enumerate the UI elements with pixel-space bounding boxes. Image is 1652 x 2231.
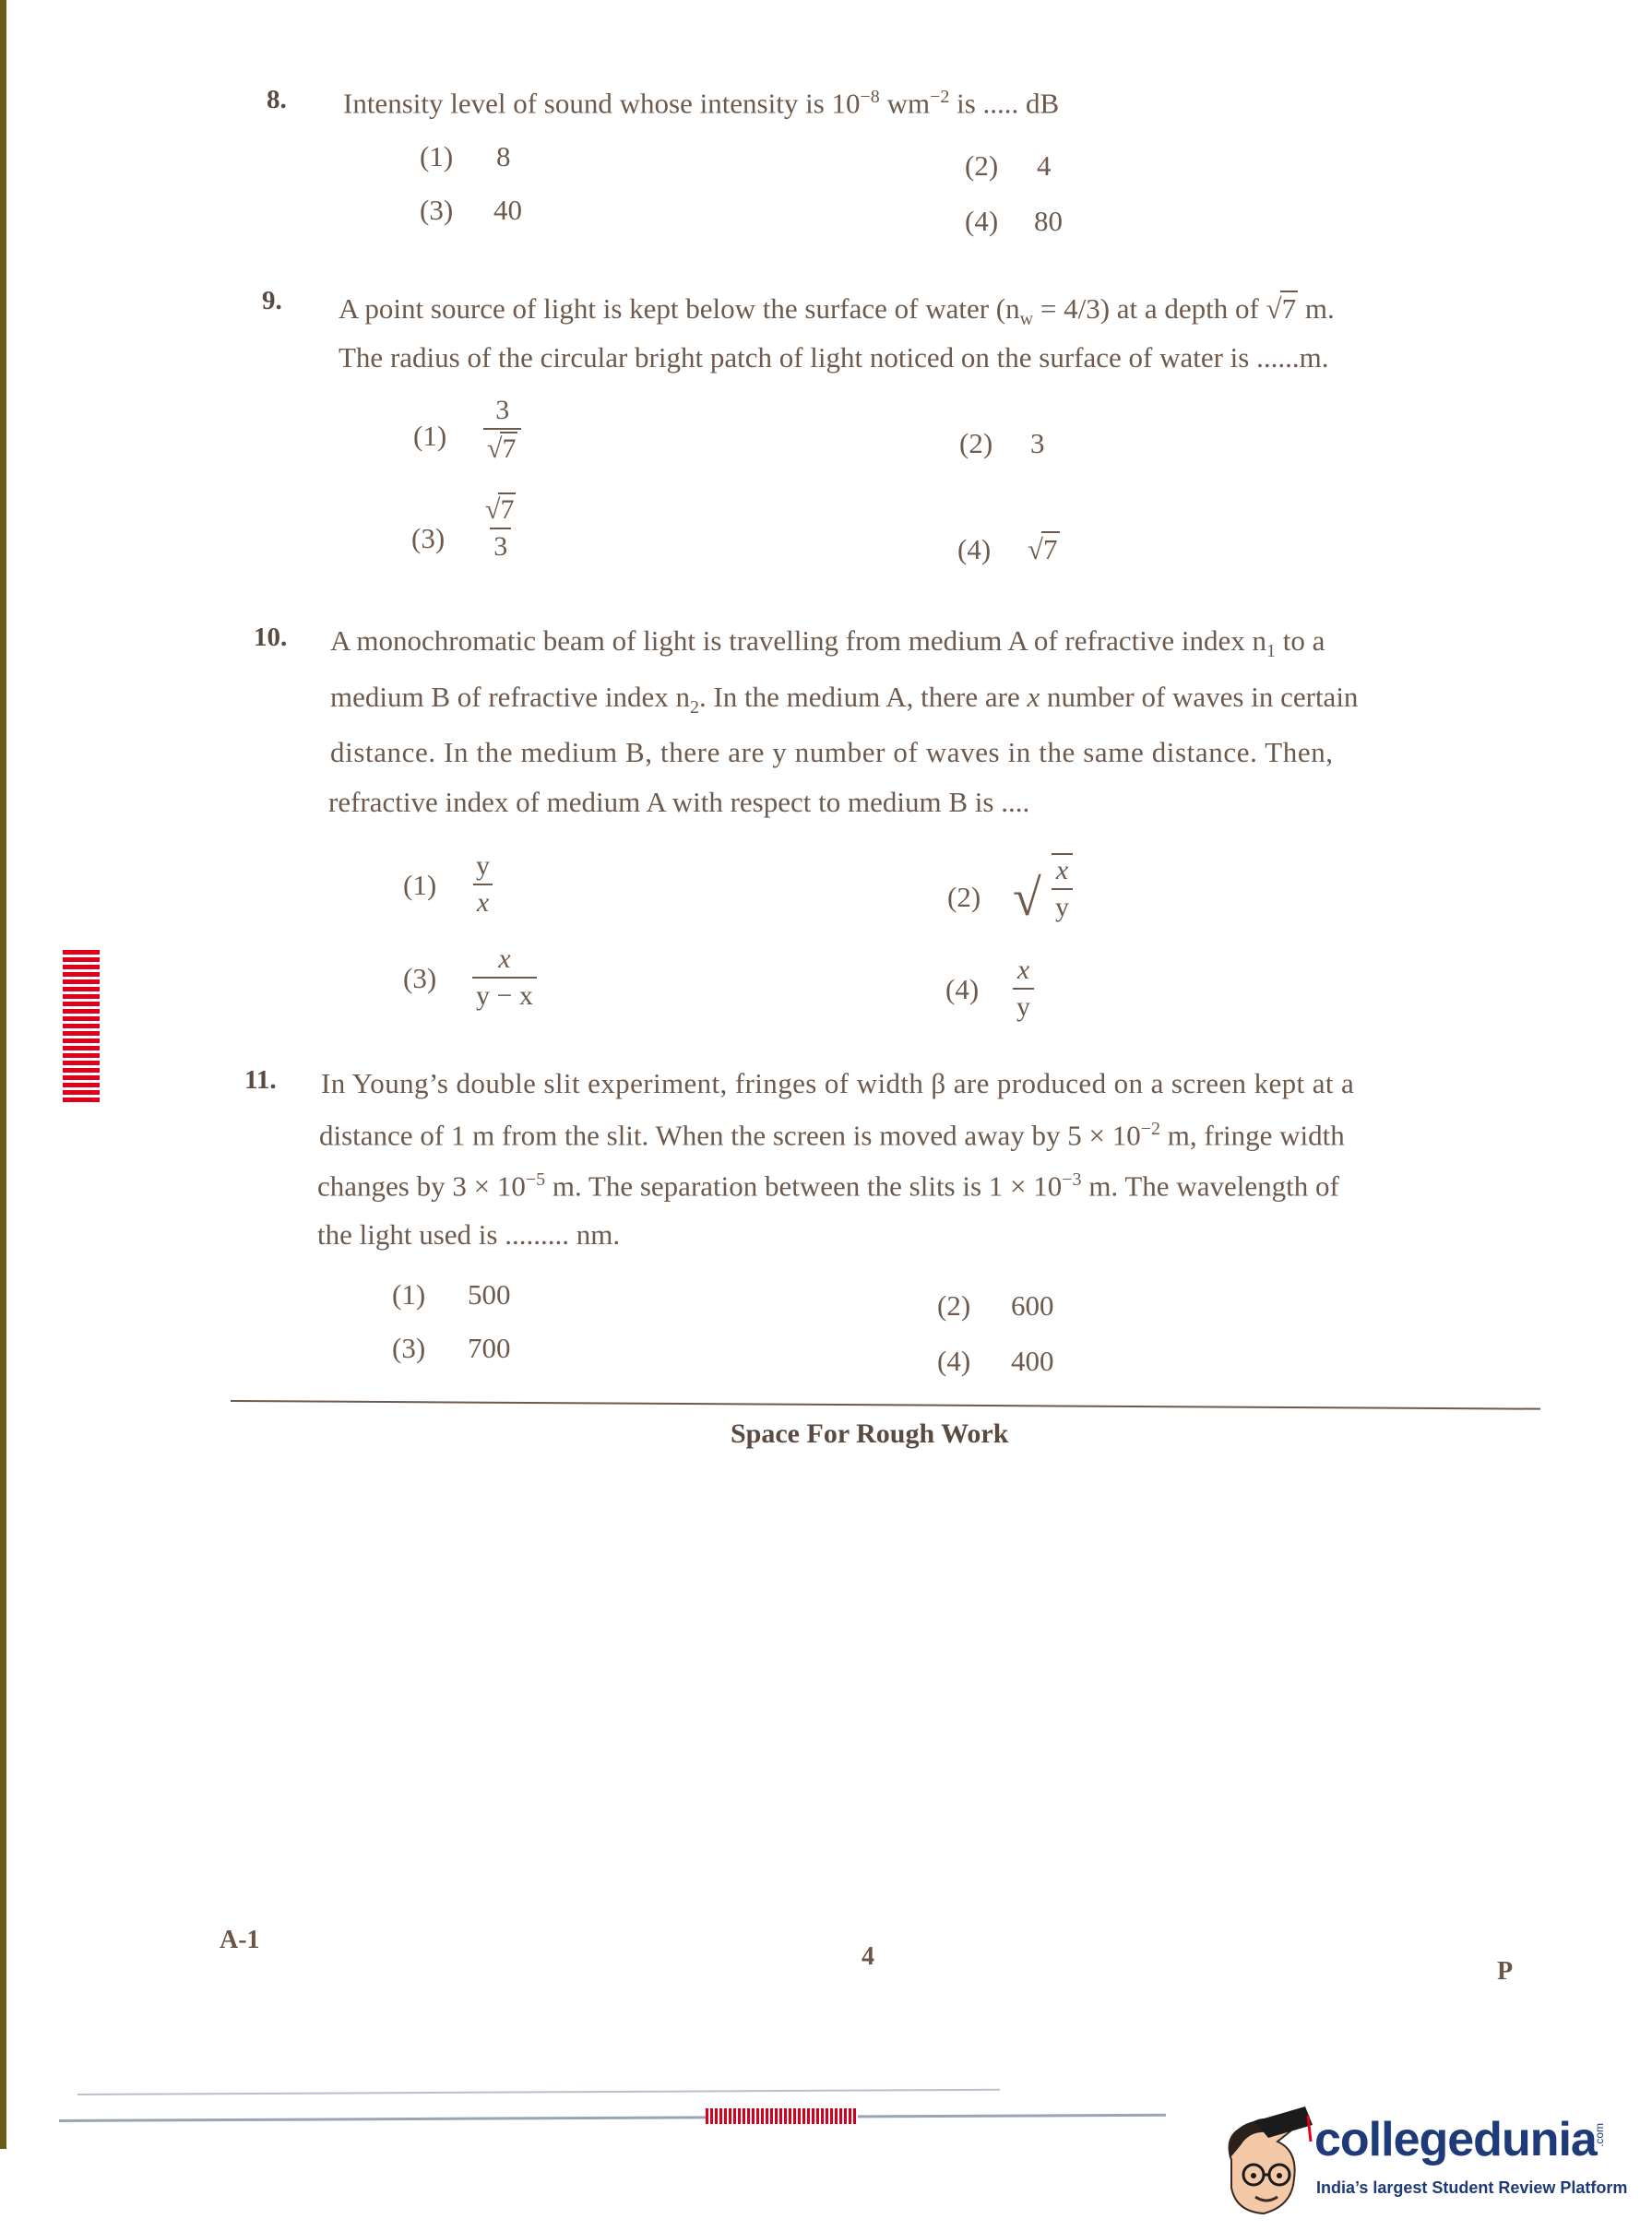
question-text-line: refractive index of medium A with respect to medium B is .... [328,786,1030,818]
option-fraction: $\frac{y}{x}$ [472,850,493,919]
option-label: (4) [945,973,980,1005]
question-text-line: In Young’s double slit experiment, fringes of width β are produced on a screen kept at a [321,1067,1355,1099]
option-label: (3) [420,194,454,226]
option-label: (3) [403,962,437,994]
question-number: 9. [262,286,282,315]
option-value: √7 [1028,533,1058,565]
question-text-line: A monochromatic beam of light is travelling from medium A of refractive index $n_1$ to a [330,624,1325,662]
option-value: 3 [1030,427,1045,459]
option-value: 700 [468,1332,511,1364]
option-label: (2) [959,427,993,459]
question-text-line: changes by $3 \times 10^{-5}$ m. The separation between the slits is $1 \times 10^{-3}$ m. The wavelength of [317,1169,1339,1203]
option-label: (3) [392,1332,426,1364]
option-label: (4) [937,1345,971,1377]
footer-code: A-1 [220,1926,260,1954]
option-fraction: $\frac{x}{y}$ [1052,853,1073,923]
question-text-line: The radius of the circular bright patch of light noticed on the surface of water is ......m. [339,341,1329,374]
mascot-icon [1213,2105,1314,2225]
option-label: (1) [392,1278,426,1311]
scan-left-edge [0,0,6,2149]
scan-red-marker [706,2108,858,2124]
option-value: 400 [1011,1345,1054,1377]
option-label: (1) [420,140,454,172]
option-fraction: $\frac{√7}{3}$ [485,494,515,562]
page-number: 4 [862,1942,874,1971]
question-text-line: medium B of refractive index $n_2$. In the medium A, there are x number of waves in certain [330,681,1359,718]
rough-work-heading: Space For Rough Work [731,1418,1009,1449]
question-number: 11. [244,1065,277,1095]
option-value: 40 [493,194,522,226]
scan-edge-line [77,2089,1000,2095]
option-label: (2) [947,881,981,913]
option-fraction: $\frac{3}{√7}$ [483,395,521,465]
option-label: (1) [413,420,447,452]
question-text-line: A point source of light is kept below the surface of water $(n_w = 4/3)$ at a depth of √7 m. [339,292,1335,330]
option-label: (2) [965,149,999,182]
question-number: 10. [254,623,288,652]
option-label: (1) [403,869,437,901]
option-fraction: $\frac{x}{y - x}$ [472,943,537,1012]
question-text: Intensity level of sound whose intensity is $10^{-8}$ $wm^{-2}$ is ..... dB [343,87,1060,120]
option-value: 500 [468,1278,511,1311]
brand-wordmark: collegedunia [1314,2113,1597,2166]
option-value: 80 [1034,205,1063,237]
option-label: (2) [937,1289,971,1322]
question-text-line: the light used is ......... nm. [317,1218,621,1251]
question-number: 8. [267,85,287,114]
section-divider [231,1400,1540,1410]
option-value: 600 [1011,1289,1054,1322]
question-text-line: distance. In the medium B, there are y number of waves in the same distance. Then, [330,736,1334,768]
scan-red-marker [63,950,100,1103]
brand-domain: .com [1593,2123,1606,2148]
brand-tagline: India’s largest Student Review Platform [1316,2178,1628,2197]
footer-set: P [1497,1957,1514,1986]
option-label: (4) [957,533,992,565]
option-label: (3) [411,522,446,554]
option-value: 8 [496,140,511,172]
question-text-line: distance of 1 m from the slit. When the screen is moved away by $5 \times 10^{-2}$ m, fringe width [319,1119,1345,1152]
collegedunia-watermark [1213,2105,1637,2225]
scan-edge-line [59,2114,1166,2122]
sqrt-icon: √ [1013,870,1041,927]
option-value: 4 [1037,149,1052,182]
option-fraction: $\frac{x}{y}$ [1013,955,1034,1023]
option-label: (4) [965,205,999,237]
